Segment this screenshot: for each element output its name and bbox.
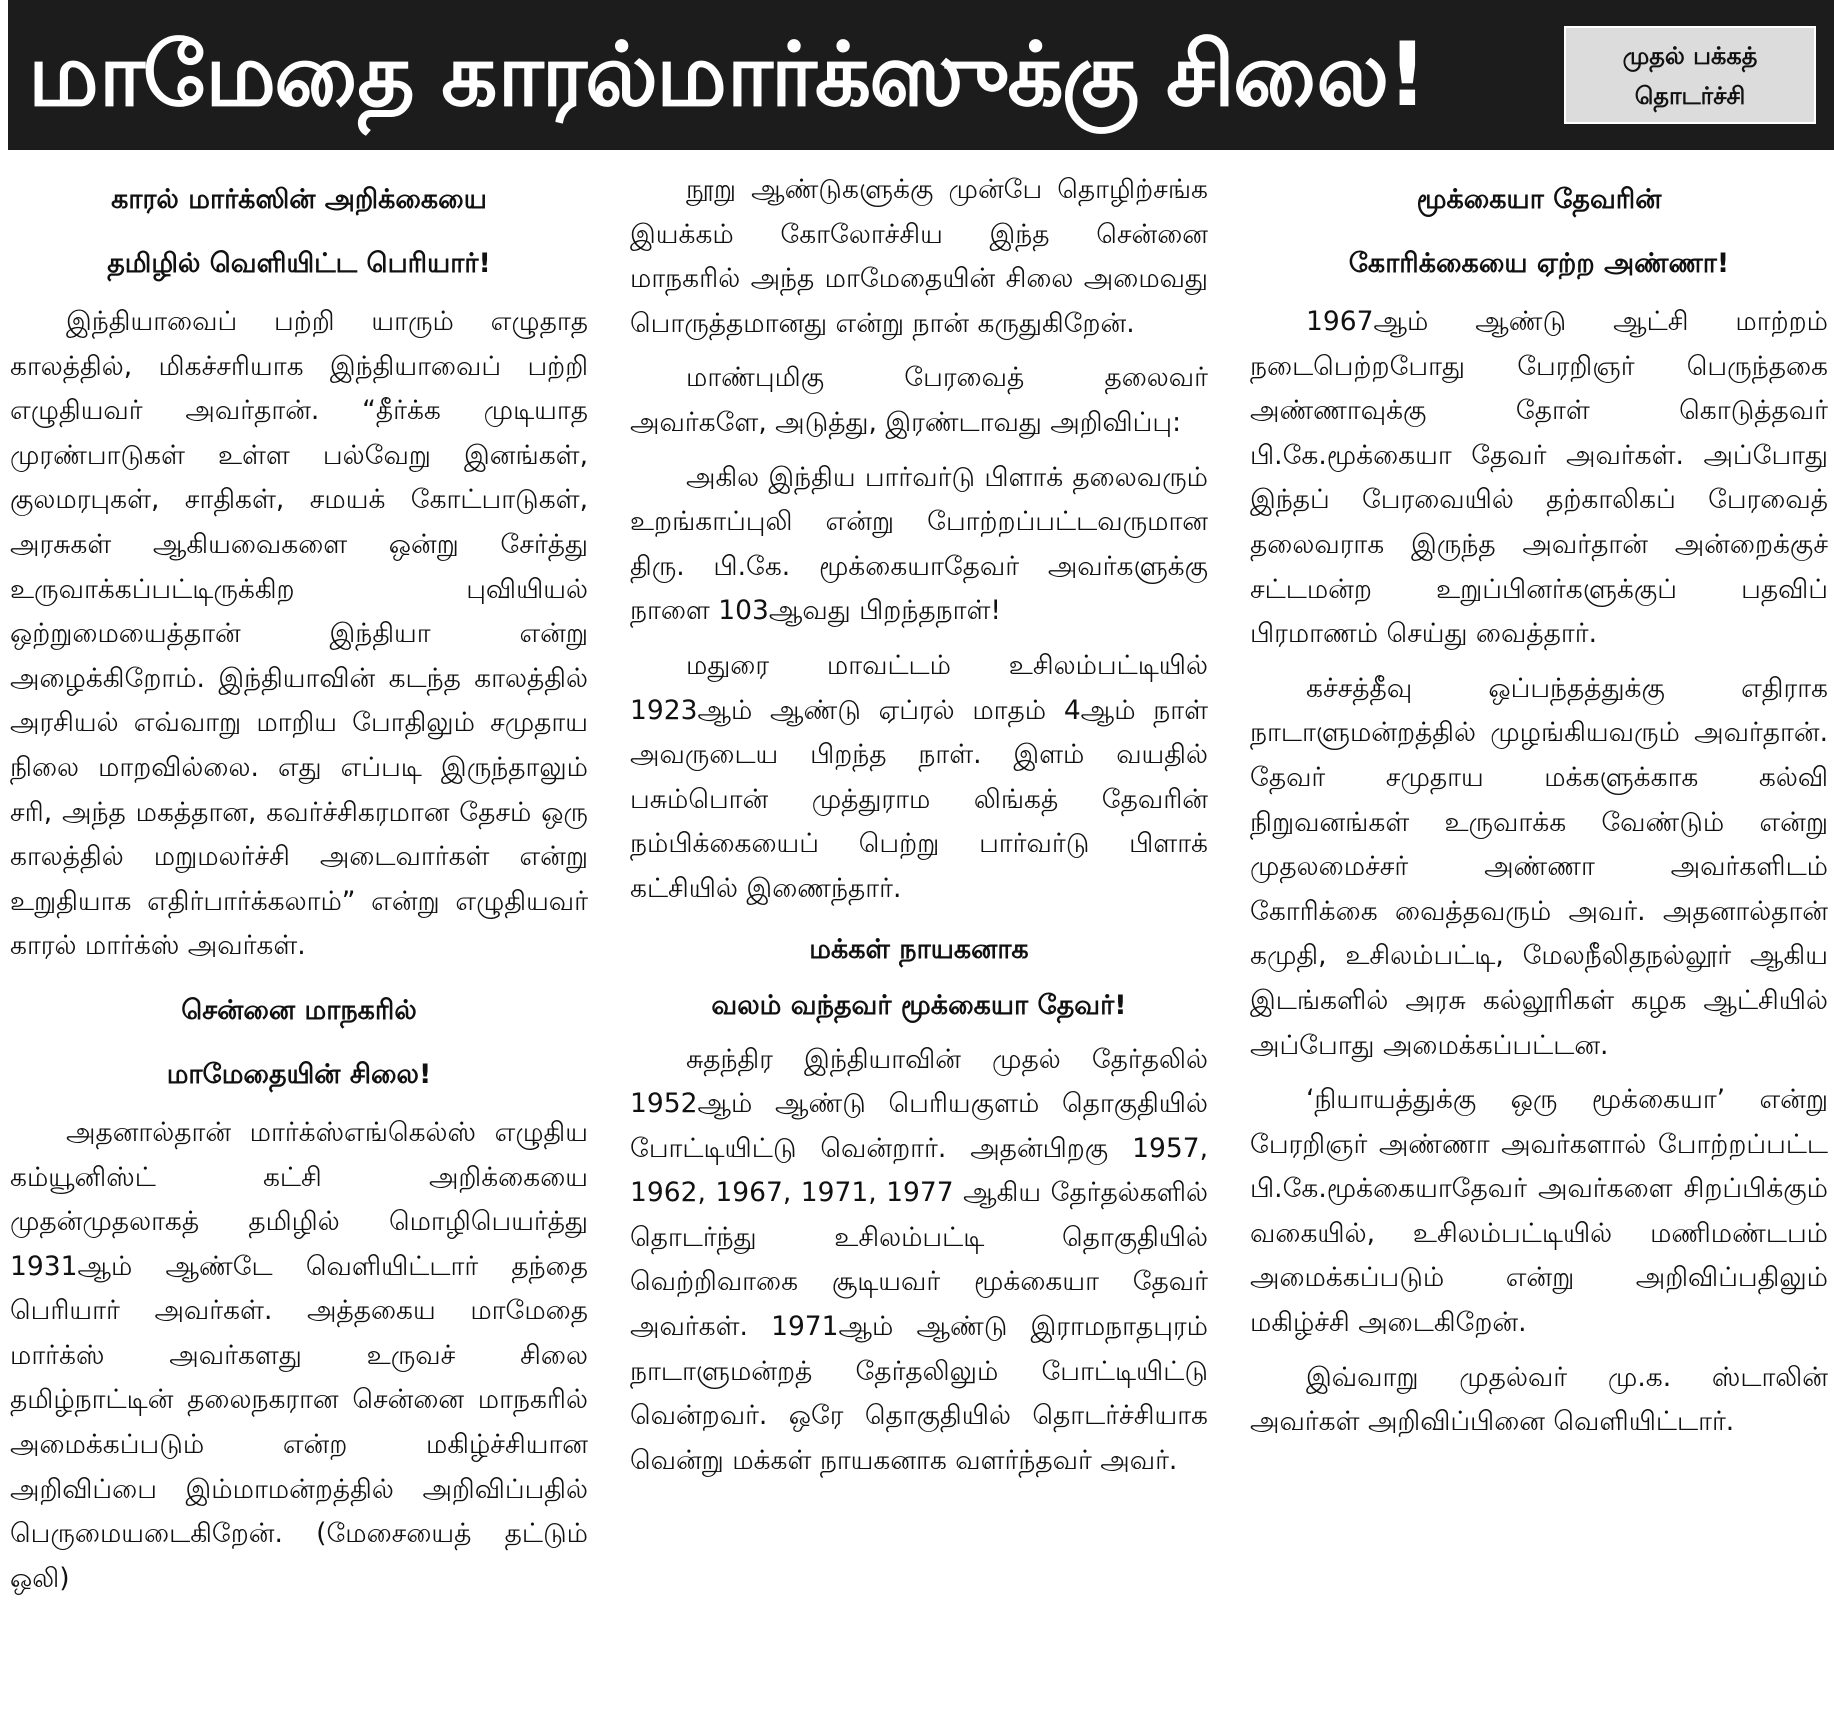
column-2: [630, 168, 1208, 1698]
paragraph: ‘நியாயத்துக்கு ஒரு மூக்கையா’ என்று பேரறிஞர் அண்ணா அவர்களால் போற்றப்பட்ட பி.கே.மூக்கையாதேவர் அவர்களை சிறப்பிக்கும் வகையில், உசிலம்பட்டியில் மணிமண்டபம் அமைக்கப்படும் என்று அறிவிப்பதிலும் மகிழ்ச்சி அடைகிறேன்.: [1250, 1084, 1828, 1339]
continued-from-front-page-box: [1564, 26, 1816, 124]
subheading-anna: [1250, 168, 1828, 296]
subheading-line: மக்கள் நாயகனாக: [809, 933, 1029, 965]
paragraph: மாண்புமிகு பேரவைத் தலைவர் அவர்களே, அடுத்து, இரண்டாவது அறிவிப்பு:: [630, 362, 1208, 438]
continued-line-1: முதல் பக்கத்: [1622, 42, 1758, 70]
paragraph: நூறு ஆண்டுகளுக்கு முன்பே தொழிற்சங்க இயக்கம் கோலோச்சிய இந்த சென்னை மாநகரில் அந்த மாமேதையின் சிலை அமைவது பொருத்தமானது என்று நான் கருதுகிறேன்.: [630, 174, 1208, 339]
paragraph: கச்சத்தீவு ஒப்பந்தத்துக்கு எதிராக நாடாளுமன்றத்தில் முழங்கியவரும் அவர்தான். தேவர் சமுதாய மக்களுக்காக கல்வி நிறுவனங்கள் உருவாக்க வேண்டும் என்று முதலமைச்சர் அண்ணா அவர்களிடம் கோரிக்கை வைத்தவரும் அவர். அதனால்தான் கமுதி, உசிலம்பட்டி, மேலநீலிதநல்லூர் ஆகிய இடங்களில் அரசு கல்லூரிகள் கழக ஆட்சியில் அப்போது அமைக்கப்பட்டன.: [1250, 672, 1828, 1061]
subheading-statue: [10, 979, 588, 1107]
column-1: [10, 168, 588, 1698]
paragraph: அதனால்தான் மார்க்ஸ்எங்கெல்ஸ் எழுதிய கம்யூனிஸ்ட் கட்சி அறிக்கையை முதன்முதலாகத் தமிழில் மொழிபெயர்த்து 1931ஆம் ஆண்டே வெளியிட்டார் தந்தை பெரியார் அவர்கள். அத்தகைய மாமேதை மார்க்ஸ் அவர்களது உருவச் சிலை தமிழ்நாட்டின் தலைநகரான சென்னை மாநகரில் அமைக்கப்படும் என்ற மகிழ்ச்சியான அறிவிப்பை இம்மாமன்றத்தில் அறிவிப்பதில் பெருமையடைகிறேன். (மேசையைத் தட்டும் ஒலி): [10, 1116, 588, 1594]
continued-line-2: தொடர்ச்சி: [1634, 82, 1746, 110]
paragraph: அகில இந்திய பார்வர்டு பிளாக் தலைவரும் உறங்காப்புலி என்று போற்றப்பட்டவருமான திரு. பி.கே. மூக்கையாதேவர் அவர்களுக்கு நாளை 103ஆவது பிறந்தநாள்!: [630, 461, 1208, 627]
headline: மாமேதை காரல்மார்க்ஸுக்கு சிலை!: [28, 23, 1426, 126]
column-3: [1250, 168, 1828, 1698]
subheading-periyar: [10, 168, 588, 296]
subheading-line: தமிழில் வெளியிட்ட பெரியார்!: [107, 248, 491, 279]
subheading-people-leader: [630, 922, 1208, 1034]
subheading-line: காரல் மார்க்ஸின் அறிக்கையை: [111, 184, 487, 215]
subheading-line: வலம் வந்தவர் மூக்கையா தேவர்!: [711, 989, 1127, 1021]
paragraph: 1967ஆம் ஆண்டு ஆட்சி மாற்றம் நடைபெற்றபோது பேரறிஞர் பெருந்தகை அண்ணாவுக்கு தோள் கொடுத்தவர் பி.கே.மூக்கையா தேவர் அவர்கள். அப்போது இந்தப் பேரவையில் தற்காலிகப் பேரவைத் தலைவராக இருந்த அவர்தான் அன்றைக்குச் சட்டமன்ற உறுப்பினர்களுக்குப் பதவிப் பிரமாணம் செய்து வைத்தார்.: [1250, 306, 1828, 650]
paragraph: சுதந்திர இந்தியாவின் முதல் தேர்தலில் 1952ஆம் ஆண்டு பெரியகுளம் தொகுதியில் போட்டியிட்டு வென்றார். அதன்பிறகு 1957, 1962, 1967, 1971, 1977 ஆகிய தேர்தல்களில் தொடர்ந்து உசிலம்பட்டி தொகுதியில் வெற்றிவாகை சூடியவர் மூக்கையா தேவர் அவர்கள். 1971ஆம் ஆண்டு இராமநாதபுரம் நாடாளுமன்றத் தேர்தலிலும் போட்டியிட்டு வென்றவர். ஒரே தொகுதியில் தொடர்ச்சியாக வென்று மக்கள் நாயகனாக வளர்ந்தவர் அவர்.: [630, 1043, 1208, 1476]
subheading-line: மாமேதையின் சிலை!: [166, 1058, 432, 1090]
headline-banner: [8, 0, 1834, 150]
paragraph: இவ்வாறு முதல்வர் மு.க. ஸ்டாலின் அவர்கள் அறிவிப்பினை வெளியிட்டார்.: [1250, 1361, 1828, 1438]
subheading-line: சென்னை மாநகரில்: [181, 994, 417, 1026]
subheading-line: மூக்கையா தேவரின்: [1416, 184, 1662, 215]
paragraph: இந்தியாவைப் பற்றி யாரும் எழுதாத காலத்தில், மிகச்சரியாக இந்தியாவைப் பற்றி எழுதியவர் அவர்தான். “தீர்க்க முடியாத முரண்பாடுகள் உள்ள பல்வேறு இனங்கள், குலமரபுகள், சாதிகள், சமயக் கோட்பாடுகள், அரசுகள் ஆகியவைகளை ஒன்று சேர்த்து உருவாக்கப்பட்டிருக்கிற புவியியல் ஒற்றுமையைத்தான் இந்தியா என்று அழைக்கிறோம். இந்தியாவின் கடந்த காலத்தில் அரசியல் எவ்வாறு மாறிய போதிலும் சமுதாய நிலை மாறவில்லை. எது எப்படி இருந்தாலும் சரி, அந்த மகத்தான, கவர்ச்சிகரமான தேசம் ஒரு காலத்தில் மறுமலர்ச்சி அடைவார்கள் என்று உறுதியாக எதிர்பார்க்கலாம்” என்று எழுதியவர் காரல் மார்க்ஸ் அவர்கள்.: [10, 306, 588, 962]
subheading-line: கோரிக்கையை ஏற்ற அண்ணா!: [1348, 248, 1730, 279]
paragraph: மதுரை மாவட்டம் உசிலம்பட்டியில் 1923ஆம் ஆண்டு ஏப்ரல் மாதம் 4ஆம் நாள் அவருடைய பிறந்த நாள். இளம் வயதில் பசும்பொன் முத்துராம லிங்கத் தேவரின் நம்பிக்கையைப் பெற்று பார்வர்டு பிளாக் கட்சியில் இணைந்தார்.: [630, 649, 1208, 904]
